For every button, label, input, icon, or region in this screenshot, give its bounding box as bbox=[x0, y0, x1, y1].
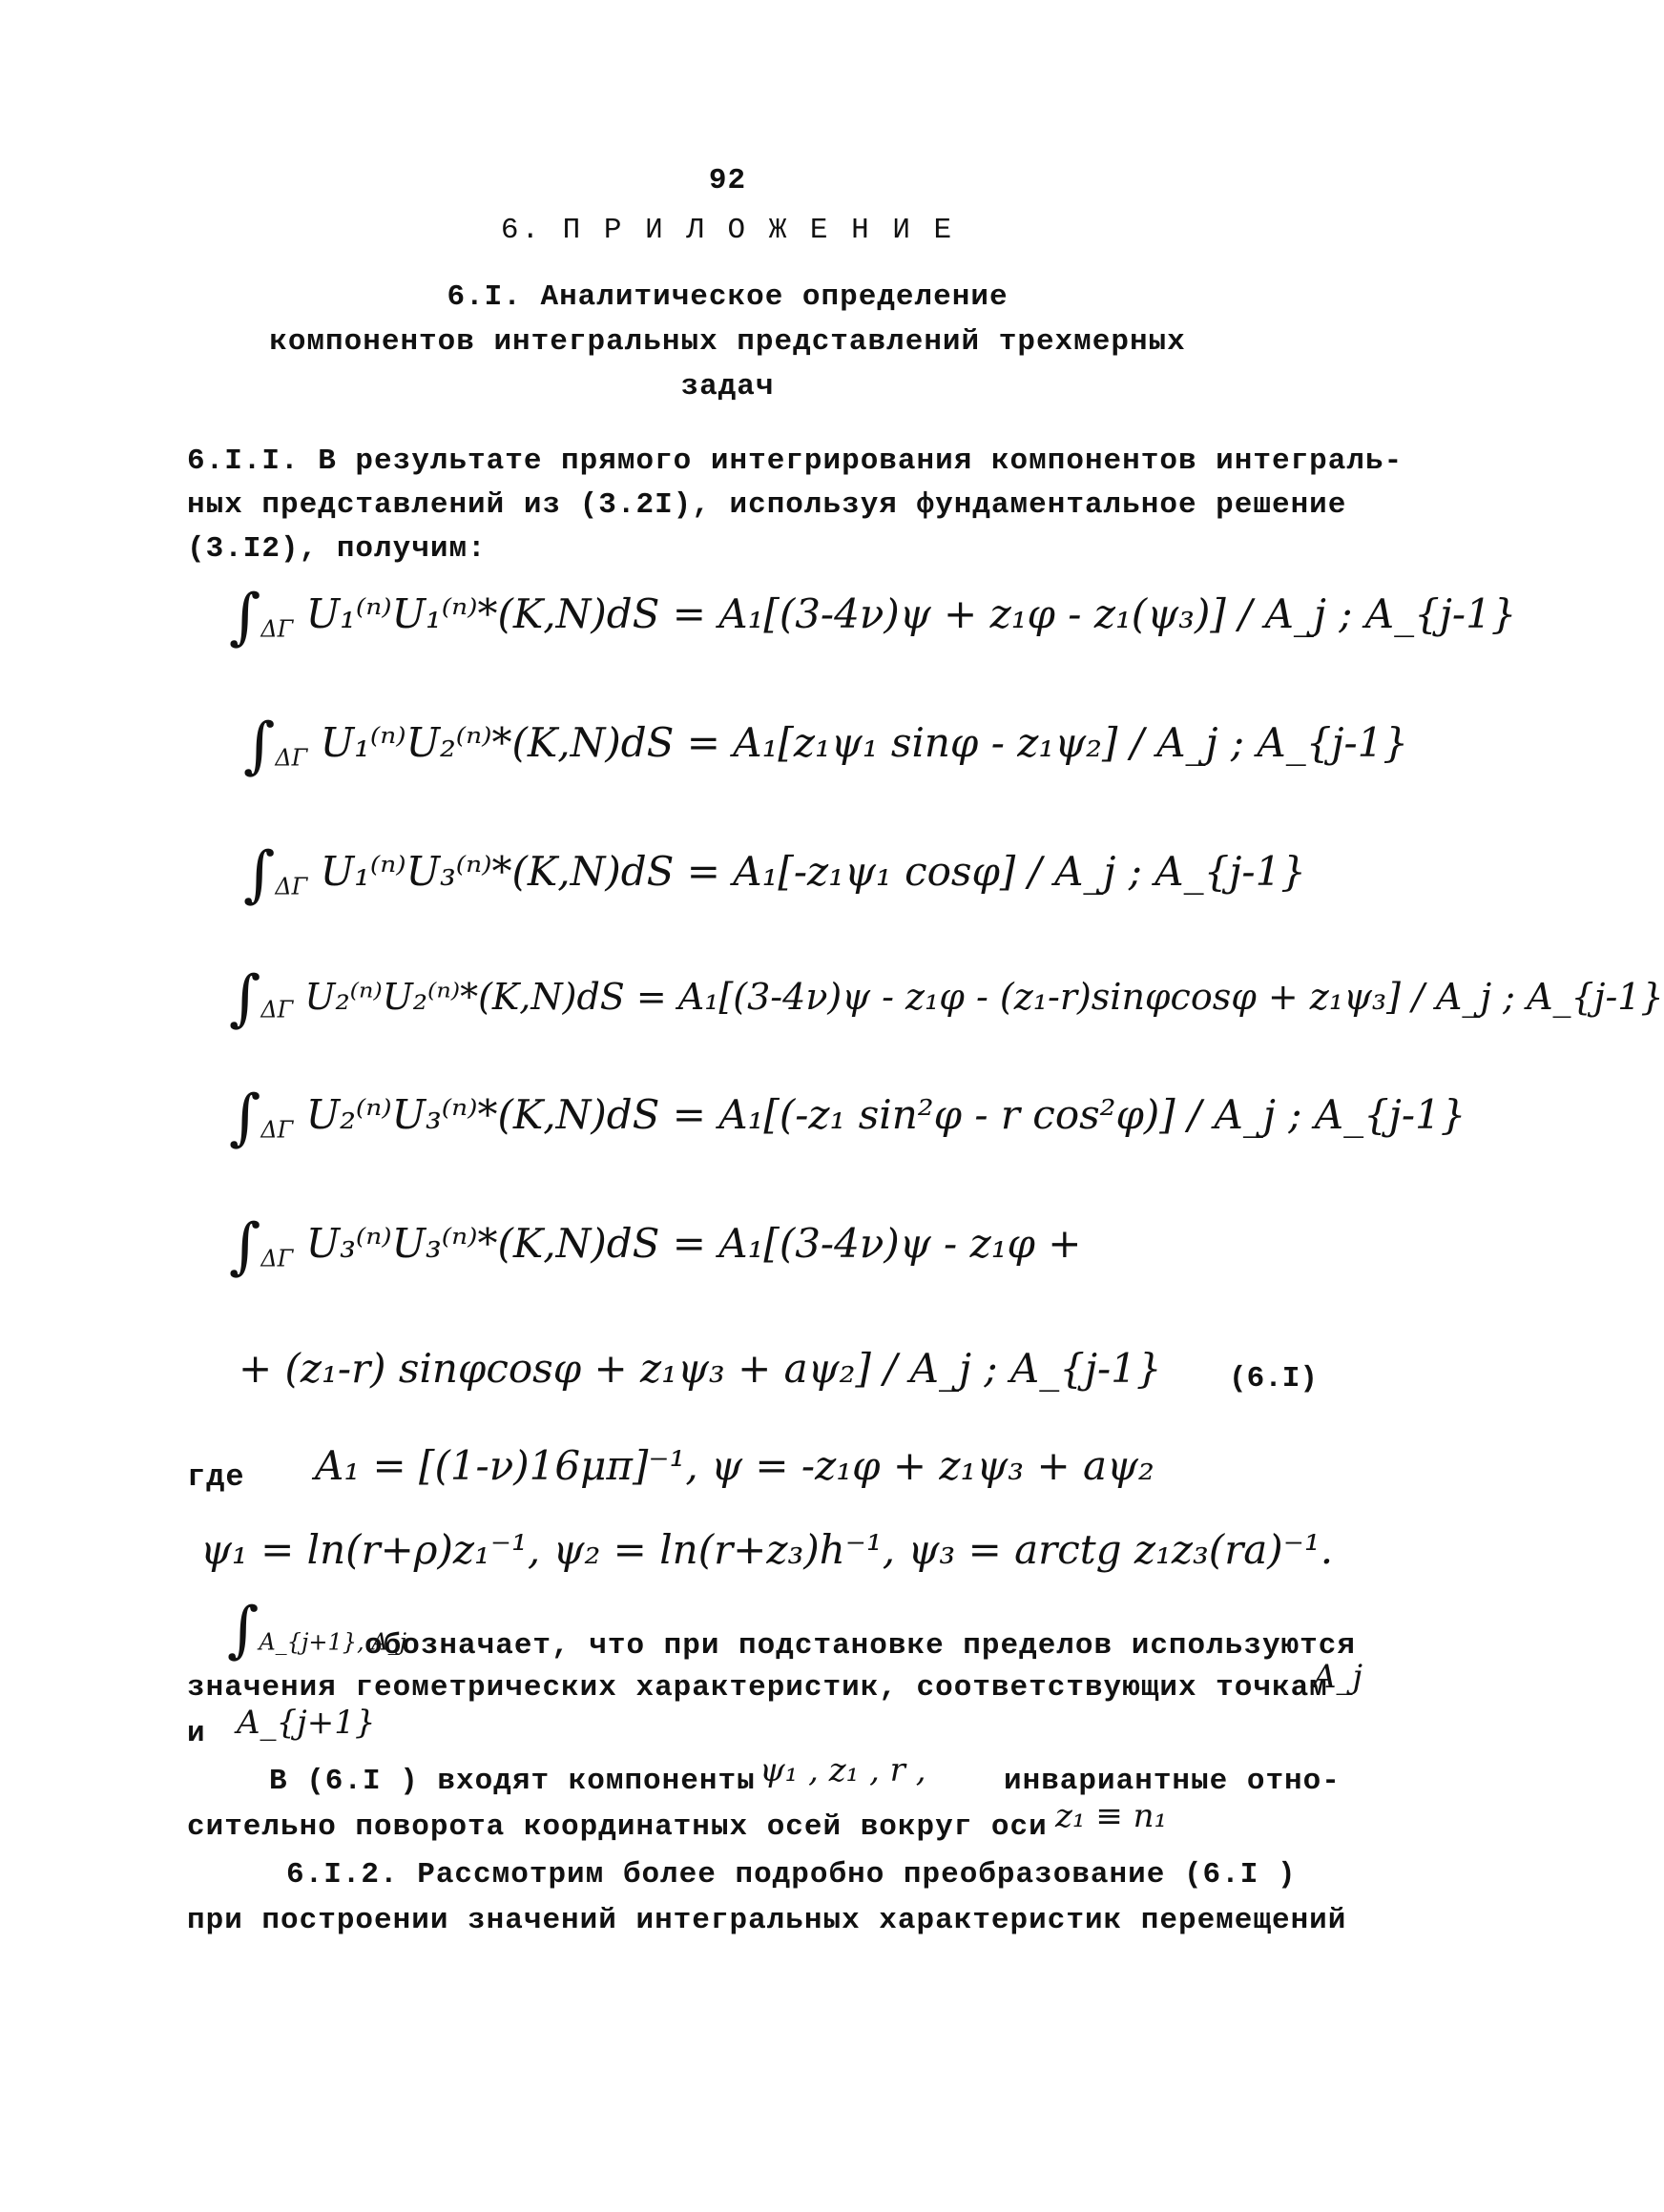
where-line-1: A₁ = [(1-ν)16μπ]⁻¹, ψ = -z₁φ + z₁ψ₃ + aψ₂ bbox=[315, 1442, 1154, 1489]
equation-label: (6.I) bbox=[1229, 1362, 1319, 1395]
substitution-symbol: $\int_{A\_\{j+1\}, A\_j}$ bbox=[227, 1595, 407, 1665]
intro-line-2: ных представлений из (3.2I), используя фундаментальное решение bbox=[187, 488, 1347, 522]
body-line-7: 6.I.2. Рассмотрим более подробно преобразование (6.I ) bbox=[286, 1858, 1297, 1892]
formula-3: $\int_{\Delta\Gamma}$ U₁⁽ⁿ⁾U₃⁽ⁿ⁾*(K,N)dS = A₁[-z₁ψ₁ cosφ] / A_j ; A_{j-1} bbox=[243, 839, 1307, 910]
intro-line-1: 6.I.I. В результате прямого интегрирования компонентов интеграль- bbox=[187, 444, 1404, 478]
where-label: где bbox=[187, 1459, 245, 1495]
intro-line-3: (3.I2), получим: bbox=[187, 532, 487, 566]
components-symbols: ψ₁ , z₁ , r , bbox=[759, 1751, 926, 1789]
subsection-heading-line-1: 6.I. Аналитическое определение bbox=[447, 280, 1009, 314]
formula-1: $\int_{\Delta\Gamma}$ U₁⁽ⁿ⁾U₁⁽ⁿ⁾*(K,N)dS = A₁[(3-4ν)ψ + z₁φ - z₁(ψ₃)] / A_j ; A_{j-1} bbox=[229, 582, 1517, 652]
body-line-6: сительно поворота координатных осей вокруг оси bbox=[187, 1810, 1048, 1844]
formula-5: $\int_{\Delta\Gamma}$ U₂⁽ⁿ⁾U₃⁽ⁿ⁾*(K,N)dS = A₁[(-z₁ sin²φ - r cos²φ)] / A_j ; A_{j-1} bbox=[229, 1083, 1466, 1153]
section-heading: 6. П Р И Л О Ж Е Н И Е bbox=[500, 214, 955, 247]
where-line-2: ψ₁ = ln(r+ρ)z₁⁻¹, ψ₂ = ln(r+z₃)h⁻¹, ψ₃ = arctg z₁z₃(ra)⁻¹. bbox=[200, 1526, 1334, 1573]
subsection-heading-line-2: компонентов интегральных представлений трехмерных bbox=[269, 325, 1186, 359]
formula-4: $\int_{\Delta\Gamma}$ U₂⁽ⁿ⁾U₂⁽ⁿ⁾*(K,N)dS = A₁[(3-4ν)ψ - z₁φ - (z₁-r)sinφcosφ + z₁ψ₃] / A_j ; A_{j-1} bbox=[229, 963, 1664, 1034]
body-line-4: В (6.I ) входят компоненты bbox=[269, 1765, 756, 1798]
formula-6b: + (z₁-r) sinφcosφ + z₁ψ₃ + aψ₂] / A_j ; A_{j-1} bbox=[239, 1345, 1162, 1392]
page-number: 92 bbox=[708, 164, 747, 197]
body-line-8: при построении значений интегральных характеристик перемещений bbox=[187, 1904, 1347, 1937]
body-line-2: значения геометрических характеристик, соответствующих точкам bbox=[187, 1671, 1328, 1705]
subsection-heading-line-3: задач bbox=[680, 370, 775, 403]
body-line-1: обозначает, что при подстановке пределов используются bbox=[364, 1629, 1356, 1663]
formula-6a: $\int_{\Delta\Gamma}$ U₃⁽ⁿ⁾U₃⁽ⁿ⁾*(K,N)dS = A₁[(3-4ν)ψ - z₁φ + bbox=[229, 1211, 1082, 1282]
point-aj: A_j bbox=[1313, 1658, 1363, 1696]
formula-2: $\int_{\Delta\Gamma}$ U₁⁽ⁿ⁾U₂⁽ⁿ⁾*(K,N)dS = A₁[z₁ψ₁ sinφ - z₁ψ₂] / A_j ; A_{j-1} bbox=[243, 711, 1409, 781]
axis-symbol: z₁ ≡ n₁ bbox=[1055, 1797, 1168, 1835]
body-line-3: и bbox=[187, 1717, 206, 1750]
body-line-5: инвариантные отно- bbox=[1004, 1765, 1341, 1798]
point-aj1: A_{j+1} bbox=[237, 1704, 376, 1742]
